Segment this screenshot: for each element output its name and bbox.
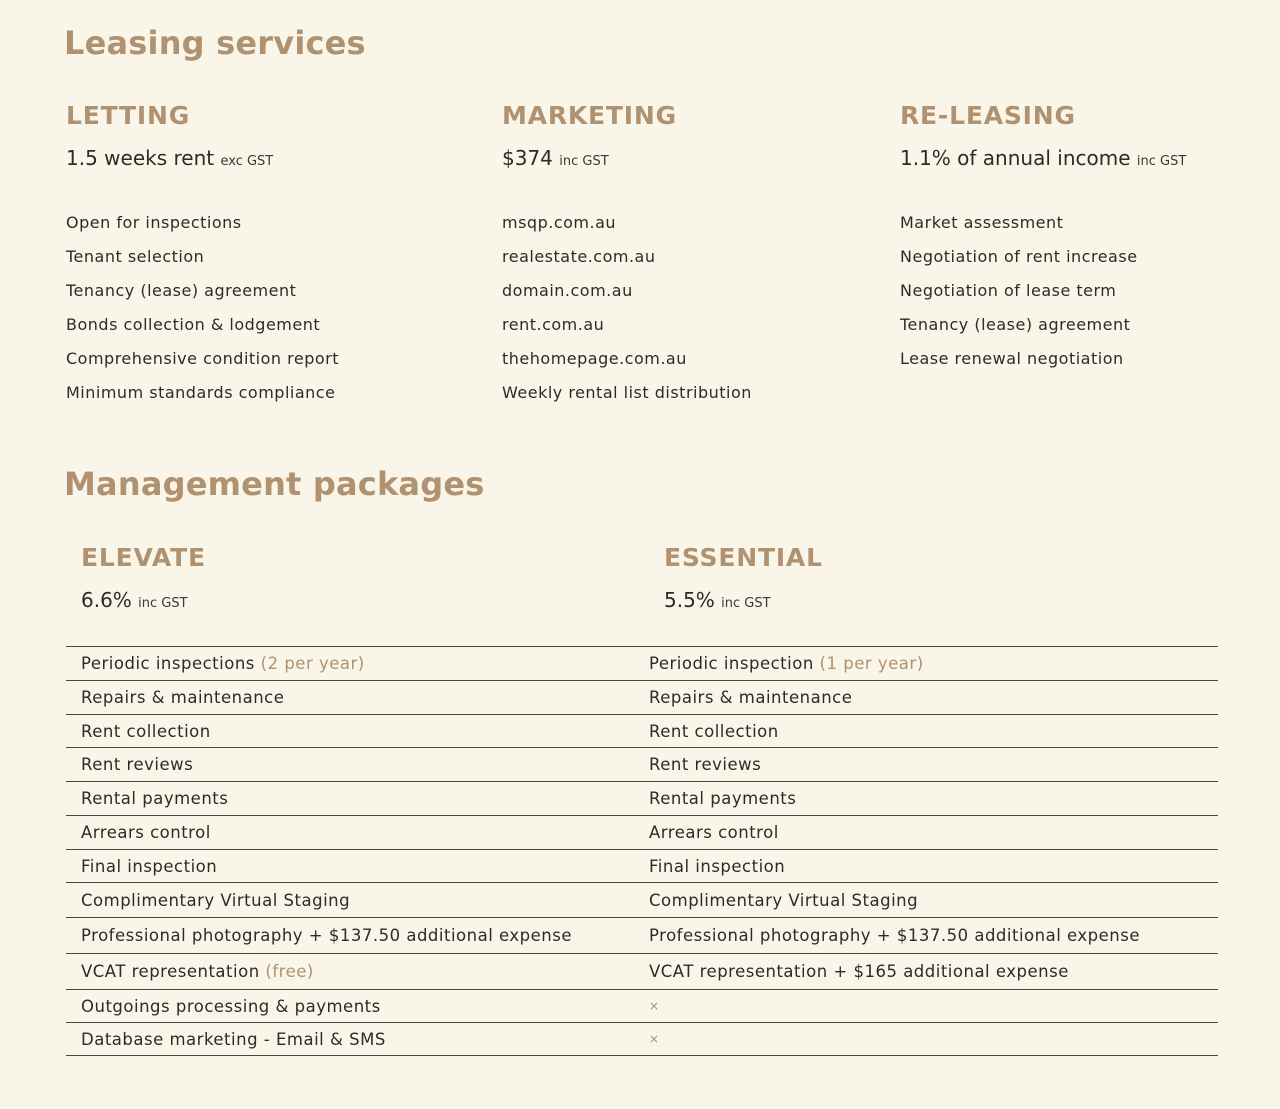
elevate-package — [81, 542, 206, 617]
list-item: domain.com.au — [502, 281, 633, 300]
elevate-feature: Complimentary Virtual Staging — [81, 890, 351, 910]
table-row — [66, 954, 1218, 990]
essential-feature: Rent collection — [649, 721, 779, 741]
essential-feature-text: Periodic inspection — [649, 654, 814, 673]
elevate-price-value: 6.6% — [81, 588, 132, 612]
list-item: rent.com.au — [502, 315, 605, 334]
elevate-heading: ELEVATE — [81, 543, 206, 572]
elevate-feature: Database marketing - Email & SMS — [81, 1029, 386, 1049]
re-leasing-items — [900, 206, 1138, 376]
management-packages-title: Management packages — [64, 465, 485, 503]
elevate-feature: Repairs & maintenance — [81, 688, 285, 707]
elevate-feature — [66, 962, 649, 981]
essential-feature-note: (1 per year) — [819, 654, 924, 673]
table-row — [66, 647, 1218, 681]
essential-price — [664, 587, 823, 617]
elevate-price-note: inc GST — [138, 596, 188, 611]
essential-feature: VCAT representation + $165 additional expense — [649, 962, 1069, 981]
elevate-feature: Rent collection — [81, 721, 211, 741]
marketing-heading: MARKETING — [502, 101, 677, 130]
elevate-feature: Outgoings processing & payments — [81, 996, 381, 1016]
list-item: Open for inspections — [66, 213, 242, 232]
essential-price-note: inc GST — [721, 596, 771, 611]
elevate-feature-note: (2 per year) — [260, 654, 365, 673]
list-item: thehomepage.com.au — [502, 349, 687, 368]
essential-feature: Professional photography + $137.50 additional expense — [649, 926, 1140, 945]
table-row — [66, 1023, 1218, 1056]
list-item: Weekly rental list distribution — [502, 383, 752, 402]
elevate-feature-note: (free) — [265, 962, 314, 981]
table-row — [66, 782, 1218, 816]
elevate-feature: Final inspection — [81, 856, 218, 876]
list-item: Tenancy (lease) agreement — [900, 315, 1131, 334]
table-row — [66, 681, 1218, 715]
table-row — [66, 748, 1218, 782]
elevate-feature: Arrears control — [81, 823, 211, 842]
marketing-items — [502, 206, 752, 410]
essential-price-value: 5.5% — [664, 588, 715, 612]
elevate-feature — [66, 654, 649, 673]
essential-feature — [649, 654, 1218, 673]
marketing-price — [502, 145, 677, 175]
letting-price-note: exc GST — [220, 154, 274, 169]
letting-heading: LETTING — [66, 101, 191, 130]
table-row — [66, 883, 1218, 918]
marketing-price-note: inc GST — [559, 154, 609, 169]
table-row — [66, 715, 1218, 748]
essential-feature: Final inspection — [649, 856, 786, 876]
list-item: Tenancy (lease) agreement — [66, 281, 297, 300]
re-leasing-price-note: inc GST — [1136, 154, 1187, 169]
cross-icon: × — [649, 999, 660, 1013]
table-row — [66, 850, 1218, 883]
re-leasing-price-value: 1.1% of annual income — [900, 146, 1131, 170]
table-row — [66, 990, 1218, 1023]
essential-package — [664, 542, 823, 617]
list-item: Market assessment — [900, 213, 1064, 232]
list-item: realestate.com.au — [502, 247, 656, 266]
essential-heading: ESSENTIAL — [664, 543, 823, 572]
elevate-feature: Rental payments — [81, 789, 229, 808]
list-item: Bonds collection & lodgement — [66, 315, 321, 334]
letting-price — [66, 145, 273, 175]
package-comparison-table — [66, 646, 1218, 1056]
letting-column — [66, 100, 340, 402]
list-item: Tenant selection — [66, 247, 205, 266]
elevate-feature: Professional photography + $137.50 additional expense — [81, 926, 572, 945]
table-row — [66, 918, 1218, 954]
marketing-price-value: $374 — [502, 146, 553, 170]
re-leasing-heading: RE-LEASING — [900, 101, 1076, 130]
list-item: Minimum standards compliance — [66, 383, 336, 402]
elevate-price — [81, 587, 206, 617]
essential-feature: Rent reviews — [649, 755, 762, 774]
essential-feature: Arrears control — [649, 823, 779, 842]
essential-feature: Rental payments — [649, 789, 797, 808]
list-item: Negotiation of rent increase — [900, 247, 1138, 266]
re-leasing-price — [900, 145, 1186, 175]
list-item: Negotiation of lease term — [900, 281, 1117, 300]
elevate-feature-text: VCAT representation — [81, 962, 260, 981]
list-item: msqp.com.au — [502, 213, 617, 232]
letting-price-value: 1.5 weeks rent — [66, 146, 215, 170]
essential-feature: Complimentary Virtual Staging — [649, 890, 919, 910]
list-item: Lease renewal negotiation — [900, 349, 1124, 368]
essential-feature: Repairs & maintenance — [649, 688, 853, 707]
list-item: Comprehensive condition report — [66, 349, 340, 368]
re-leasing-column — [900, 100, 1187, 368]
leasing-services-title: Leasing services — [64, 24, 366, 62]
cross-icon: × — [649, 1032, 660, 1046]
letting-items — [66, 206, 339, 410]
elevate-feature: Rent reviews — [81, 755, 194, 774]
table-row — [66, 816, 1218, 850]
elevate-feature-text: Periodic inspections — [81, 654, 255, 673]
marketing-column — [502, 100, 752, 402]
